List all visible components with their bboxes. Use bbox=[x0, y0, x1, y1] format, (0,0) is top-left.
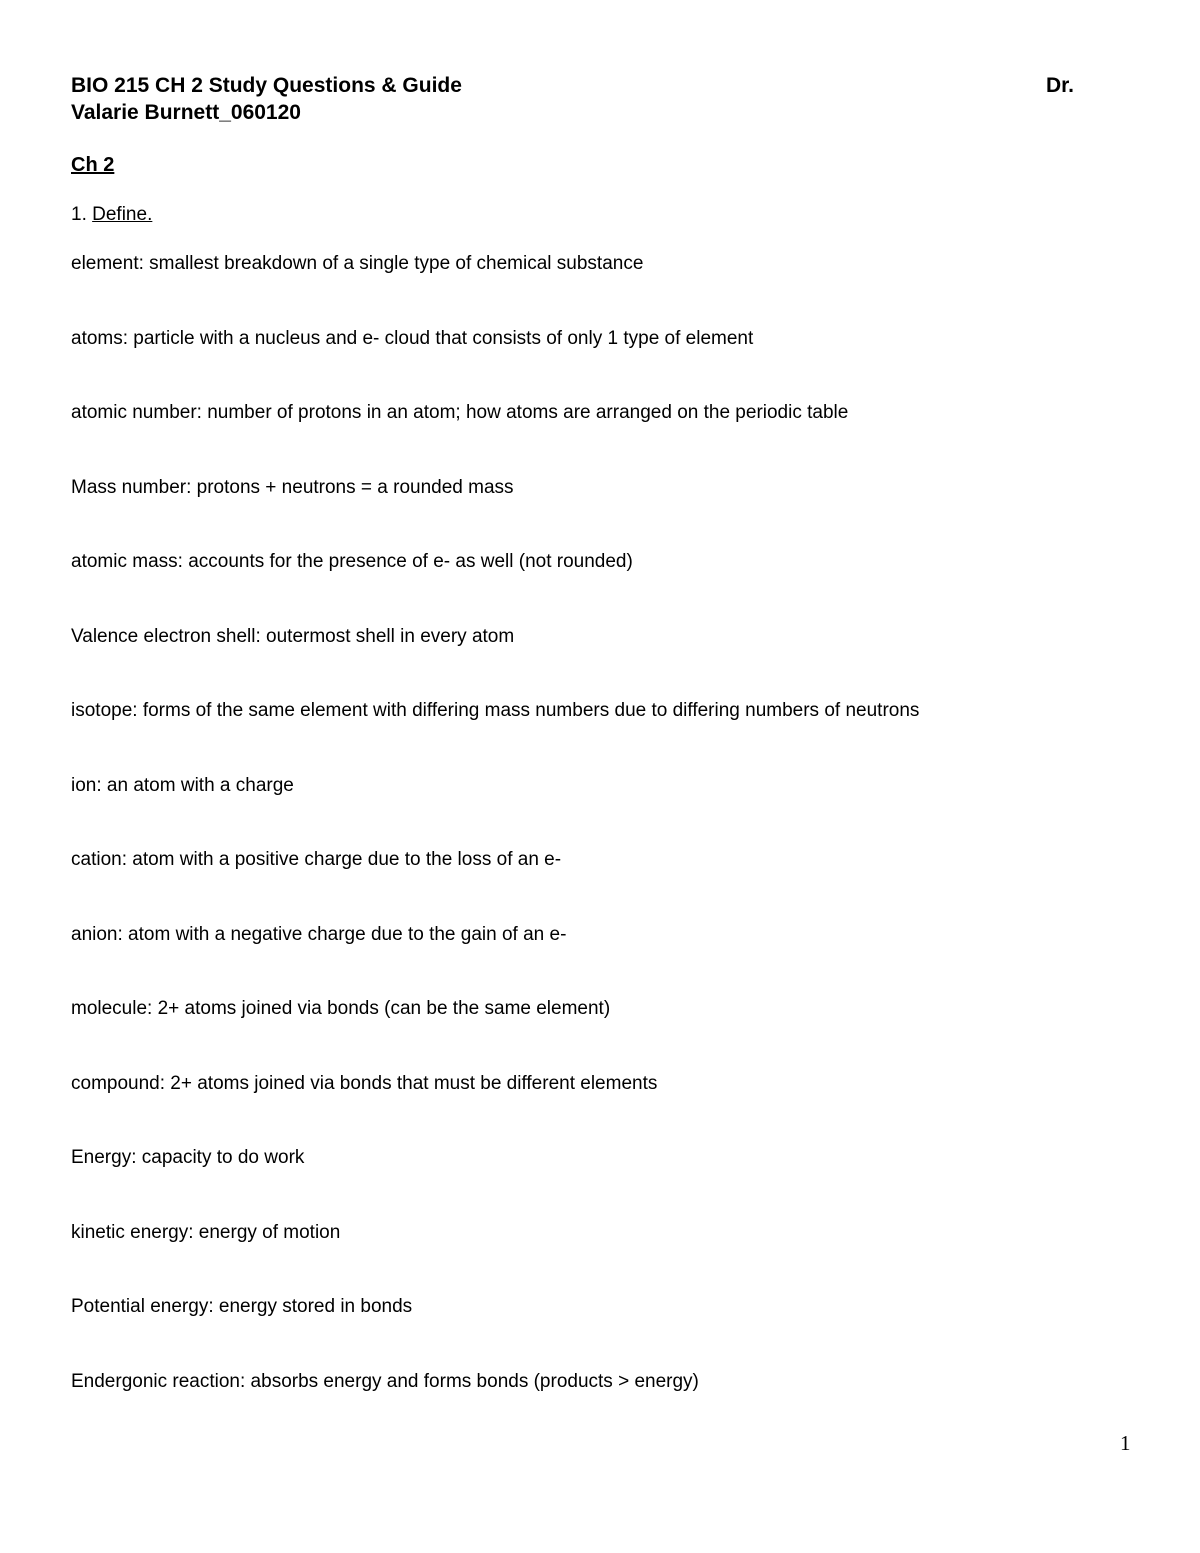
definition-potential-energy: Potential energy: energy stored in bonds bbox=[71, 1296, 413, 1317]
definition-anion: anion: atom with a negative charge due to the gain of an e- bbox=[71, 923, 567, 945]
chapter-heading: Ch 2 bbox=[71, 154, 115, 176]
definitions-list bbox=[71, 251, 1131, 1443]
definition-atomic-mass: atomic mass: accounts for the presence of e- as well (not rounded) bbox=[71, 551, 633, 572]
author-line: Valarie Burnett_060120 bbox=[71, 101, 301, 124]
definition-ion: ion: an atom with a charge bbox=[71, 774, 294, 796]
definition-energy: Energy: capacity to do work bbox=[71, 1147, 305, 1168]
definition-element: element: smallest breakdown of a single type of chemical substance bbox=[71, 253, 644, 274]
question-heading bbox=[71, 202, 152, 228]
definition-mass-number: Mass number: protons + neutrons = a rounded mass bbox=[71, 476, 514, 498]
question-number: 1. bbox=[71, 204, 87, 225]
author-prefix: Dr. bbox=[1045, 74, 1074, 97]
page-number: 1 bbox=[1120, 1431, 1131, 1455]
definition-molecule: molecule: 2+ atoms joined via bonds (can be the same element) bbox=[71, 998, 611, 1019]
definition-valence-shell: Valence electron shell: outermost shell in every atom bbox=[71, 625, 515, 647]
definition-cation: cation: atom with a positive charge due to the loss of an e- bbox=[71, 849, 562, 870]
definition-isotope: isotope: forms of the same element with differing mass numbers due to differing numbers of neutrons bbox=[71, 700, 920, 721]
definition-endergonic-reaction: Endergonic reaction: absorbs energy and forms bonds (products > energy) bbox=[71, 1370, 699, 1392]
document-title: BIO 215 CH 2 Study Questions & Guide bbox=[71, 74, 462, 97]
definition-atomic-number: atomic number: number of protons in an atom; how atoms are arranged on the periodic table bbox=[71, 402, 849, 423]
definition-atoms: atoms: particle with a nucleus and e- cloud that consists of only 1 type of element bbox=[71, 327, 754, 349]
question-label: Define. bbox=[92, 204, 153, 225]
definition-kinetic-energy: kinetic energy: energy of motion bbox=[71, 1221, 341, 1243]
definition-compound: compound: 2+ atoms joined via bonds that must be different elements bbox=[71, 1072, 658, 1094]
